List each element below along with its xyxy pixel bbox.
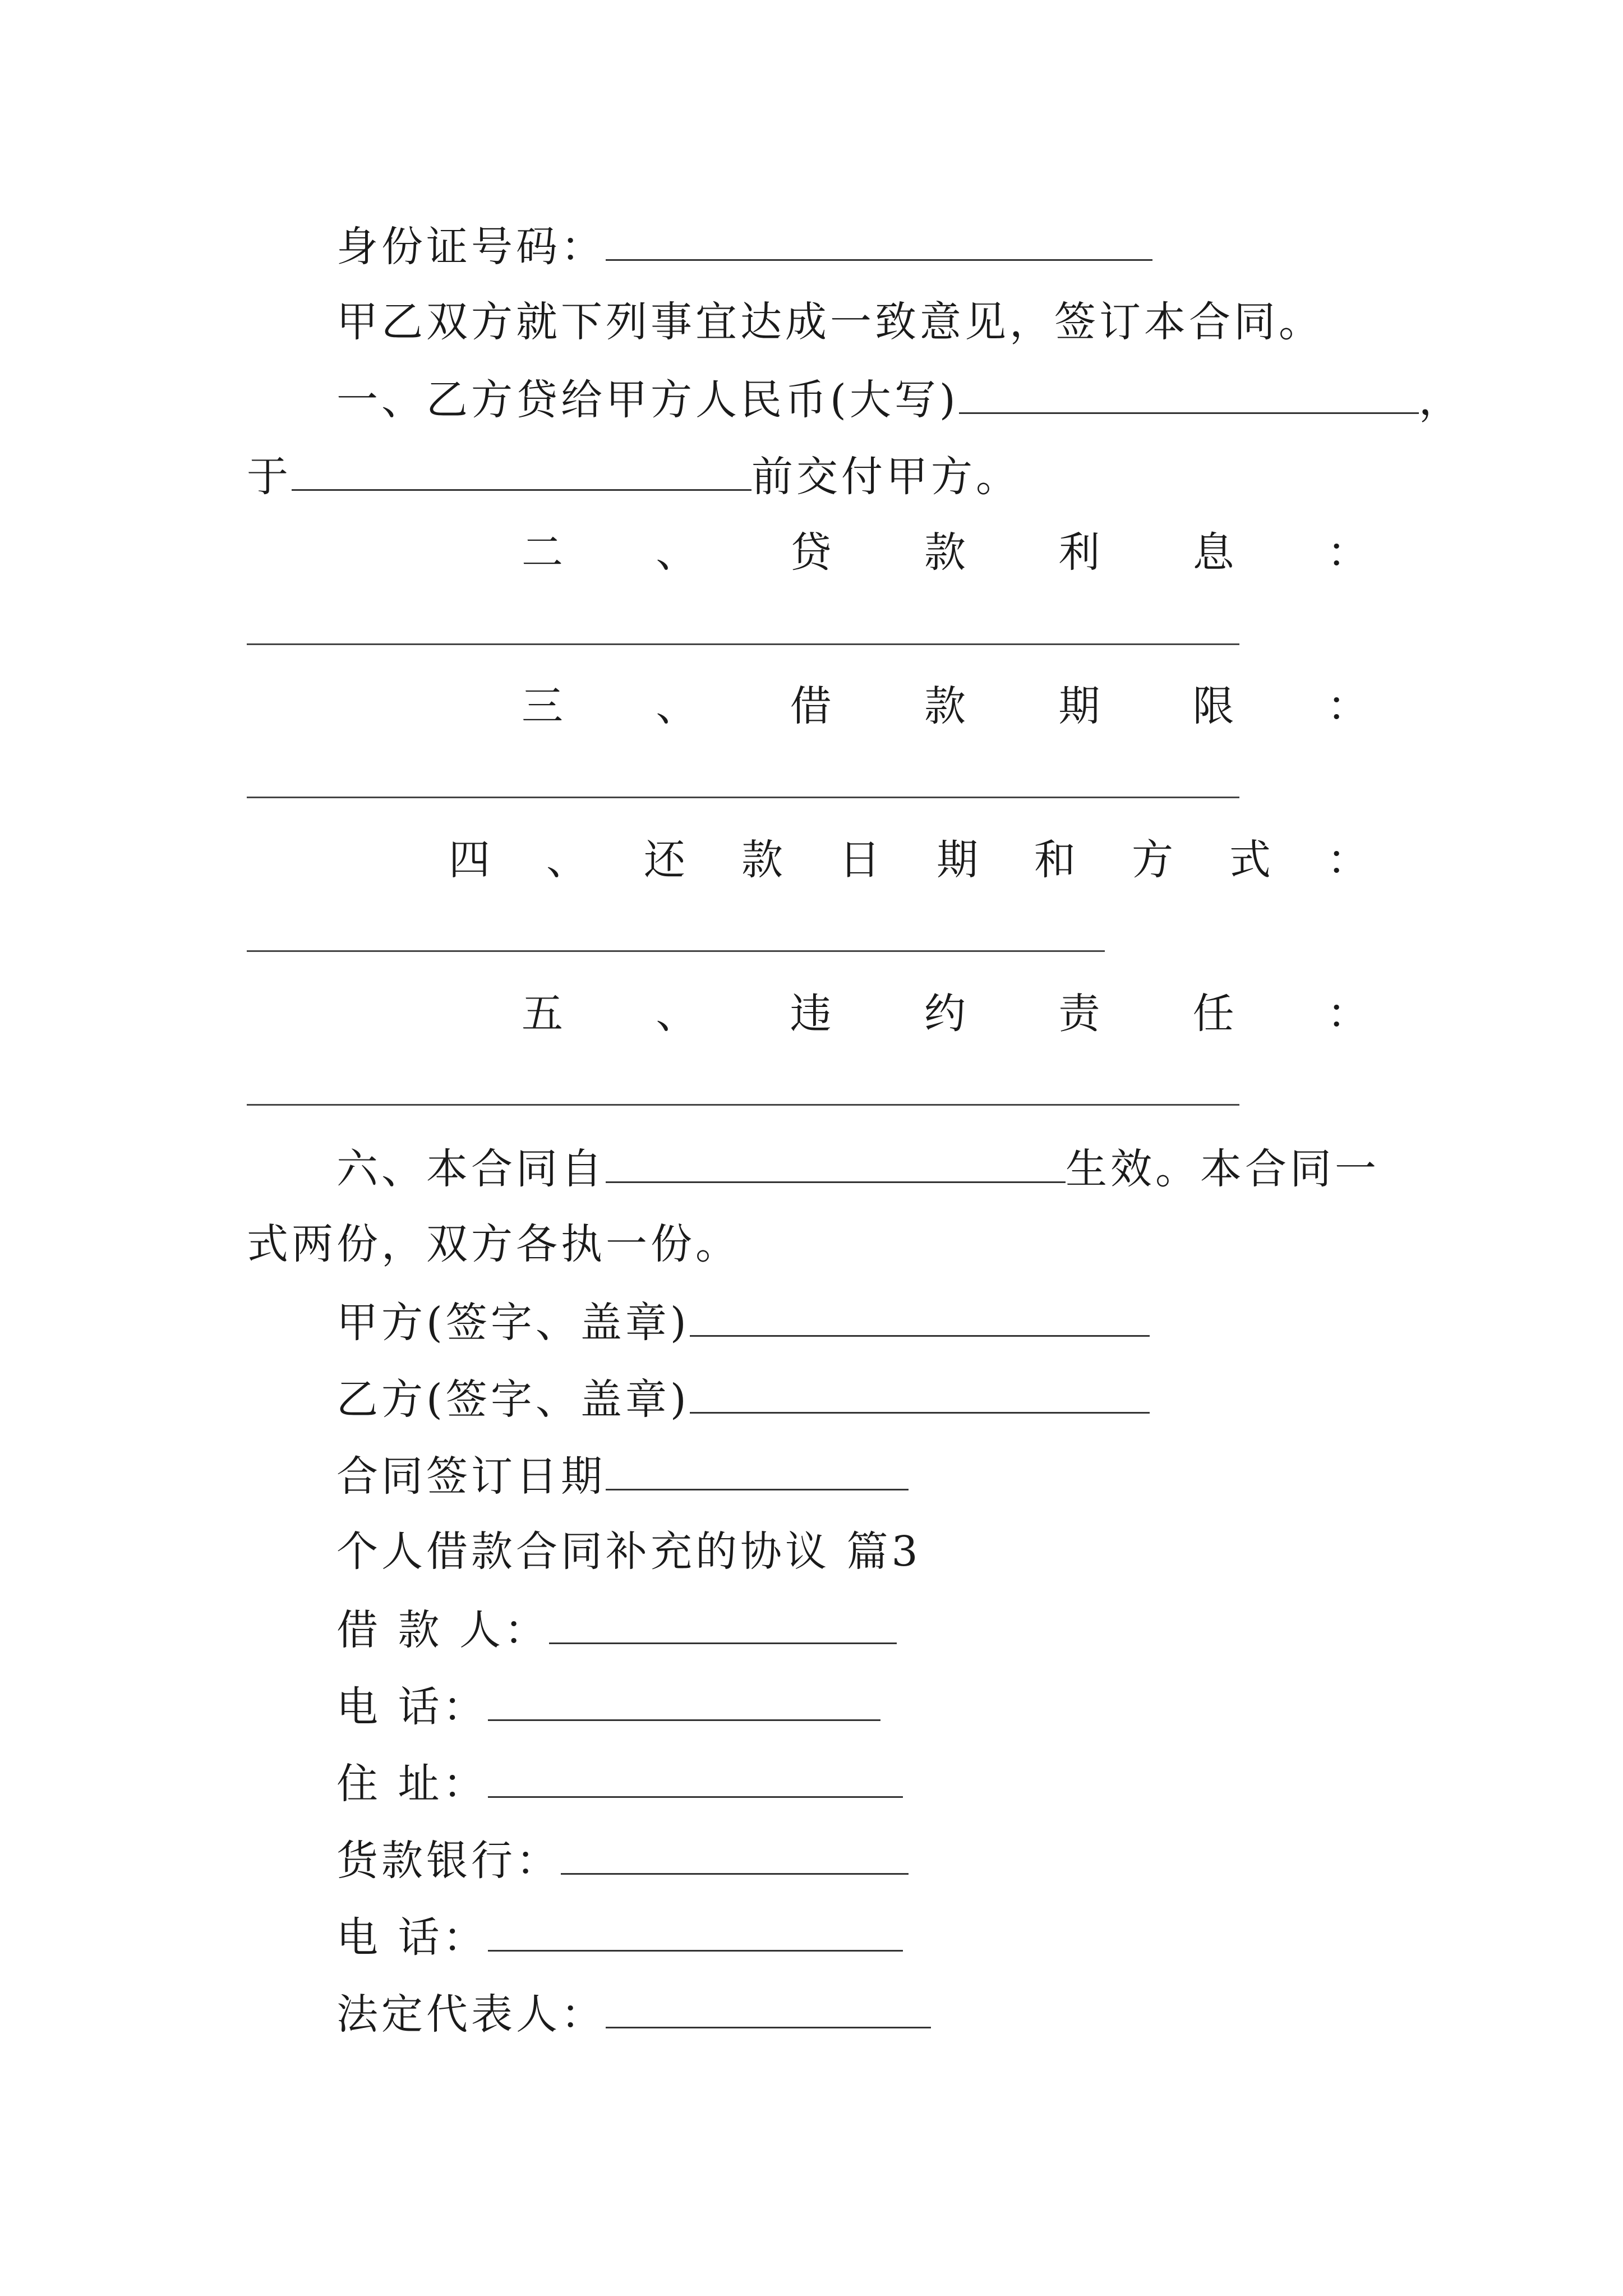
item2-char: ： (1326, 528, 1368, 577)
item6-post: 生效。本合同一 (1066, 1145, 1380, 1193)
item5-char: 责 (1058, 990, 1100, 1038)
item5-char: 任 (1192, 990, 1234, 1038)
phone1-line (336, 1683, 880, 1731)
item1-pre: 于 (247, 453, 292, 501)
item2-char: 、 (656, 528, 698, 577)
phone2-label: 电 话： (336, 1913, 488, 1962)
item1-label: 一、乙方贷给甲方人民币(大写) (336, 376, 959, 424)
item3-heading (522, 682, 1368, 730)
sign-date-label: 合同签订日期 (336, 1452, 606, 1501)
liability-blank[interactable] (247, 1104, 1239, 1106)
item4-char: 、 (546, 836, 588, 884)
item1-line (336, 376, 1464, 424)
interest-blank[interactable] (247, 643, 1239, 645)
borrower-blank[interactable] (549, 1608, 897, 1644)
id-number-blank[interactable] (606, 224, 1152, 261)
item1-post: 前交付甲方。 (751, 453, 1021, 501)
item4-char: 日 (839, 836, 880, 884)
phone1-blank[interactable] (488, 1685, 880, 1721)
item2-char: 二 (522, 528, 563, 577)
item4-char: ： (1327, 836, 1368, 884)
effective-date-blank[interactable] (606, 1147, 1066, 1183)
sign-date-blank[interactable] (606, 1454, 909, 1490)
item4-char: 期 (937, 836, 978, 884)
item3-char: 限 (1192, 682, 1234, 730)
item3-char: 款 (924, 682, 966, 730)
item2-heading (522, 528, 1368, 577)
address-line (336, 1760, 903, 1808)
item6-line2: 式两份，双方各执一份。 (247, 1220, 740, 1268)
item4-char: 还 (644, 836, 685, 884)
legal-rep-blank[interactable] (606, 1992, 931, 2028)
item4-char: 四 (449, 836, 490, 884)
legal-rep-label: 法定代表人： (336, 1990, 606, 2039)
item5-char: 违 (790, 990, 832, 1038)
phone2-blank[interactable] (488, 1915, 903, 1952)
party-b-blank[interactable] (690, 1377, 1150, 1414)
item6-label: 六、本合同自 (336, 1145, 606, 1193)
party-b-label: 乙方(签字、盖章) (336, 1375, 690, 1424)
item3-char: 、 (656, 682, 698, 730)
bank-blank[interactable] (561, 1838, 909, 1875)
loan-amount-blank[interactable] (959, 378, 1419, 414)
address-blank[interactable] (488, 1761, 903, 1798)
item4-heading (449, 836, 1368, 884)
party-a-blank[interactable] (690, 1300, 1150, 1337)
legal-rep-line (336, 1990, 931, 2039)
borrower-label: 借 款 人： (336, 1606, 550, 1654)
repayment-blank[interactable] (247, 950, 1105, 952)
item5-heading (522, 990, 1368, 1038)
item3-char: 借 (790, 682, 832, 730)
bank-line (336, 1837, 909, 1885)
party-a-label: 甲方(签字、盖章) (336, 1299, 690, 1347)
item1-line2 (247, 453, 1021, 501)
item2-char: 息 (1192, 528, 1234, 577)
bank-label: 货款银行： (336, 1837, 561, 1885)
item5-char: 、 (656, 990, 698, 1038)
item2-char: 贷 (790, 528, 832, 577)
item3-char: ： (1326, 682, 1368, 730)
term-blank[interactable] (247, 797, 1239, 798)
item6-line (336, 1145, 1380, 1193)
phone1-label: 电 话： (336, 1683, 488, 1731)
phone2-line (336, 1913, 903, 1962)
borrower-line (336, 1606, 897, 1654)
sign-date-line (336, 1452, 909, 1501)
section-title: 个人借款合同补充的协议 篇3 (336, 1527, 921, 1576)
item1-comma: ， (1418, 376, 1464, 424)
party-a-line (336, 1299, 1150, 1347)
item3-char: 三 (522, 682, 563, 730)
item4-char: 和 (1034, 836, 1076, 884)
item2-char: 利 (1058, 528, 1100, 577)
id-number-label: 身份证号码： (336, 223, 606, 271)
party-b-line (336, 1375, 1150, 1424)
item3-char: 期 (1058, 682, 1100, 730)
item4-char: 款 (741, 836, 783, 884)
address-label: 住 址： (336, 1760, 488, 1808)
delivery-date-blank[interactable] (292, 454, 751, 491)
id-number-line (336, 223, 1152, 271)
item2-char: 款 (924, 528, 966, 577)
item5-char: 约 (924, 990, 966, 1038)
agreement-line: 甲乙双方就下列事宜达成一致意见，签订本合同。 (336, 298, 1324, 346)
item4-char: 方 (1132, 836, 1173, 884)
item5-char: 五 (522, 990, 563, 1038)
item5-char: ： (1326, 990, 1368, 1038)
item4-char: 式 (1229, 836, 1271, 884)
